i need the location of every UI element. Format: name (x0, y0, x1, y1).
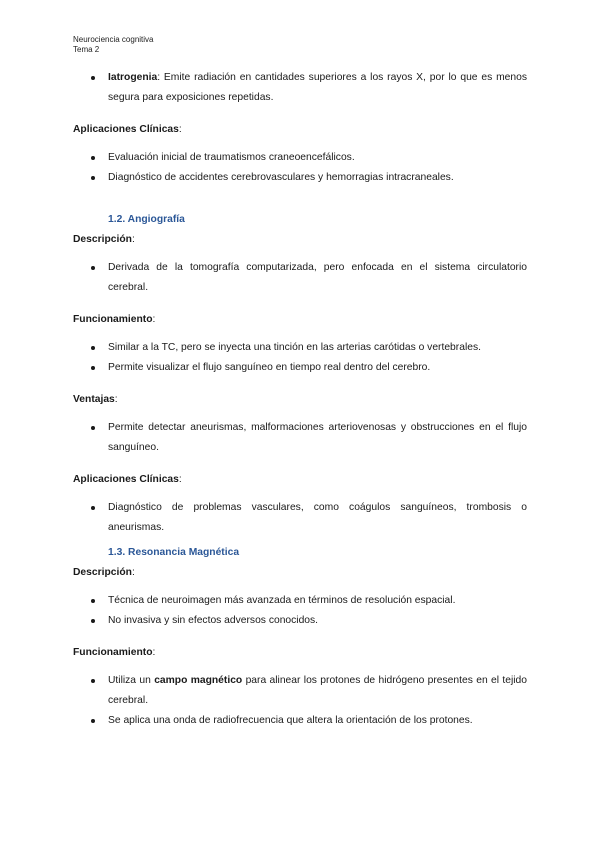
iatrogenia-list (73, 68, 527, 108)
list-item (73, 68, 527, 108)
section-label: Descripción: (73, 567, 135, 578)
functioning-list (73, 338, 527, 378)
advantages-list (73, 418, 527, 458)
list-item: Evaluación inicial de traumatismos craneoencefálicos. (73, 148, 527, 168)
header-course: Neurociencia cognitiva (73, 35, 154, 44)
section-label: Ventajas: (73, 394, 118, 405)
section-label: Aplicaciones Clínicas: (73, 474, 182, 485)
description-list (73, 591, 527, 631)
section-heading-angiografia: 1.2. Angiografía (108, 214, 185, 225)
clinical-applications-list (73, 148, 527, 188)
functioning-list (73, 671, 527, 731)
list-item: Derivada de la tomografía computarizada, pero enfocada en el sistema circulatorio cerebral. (73, 258, 527, 298)
header-topic: Tema 2 (73, 45, 100, 54)
description-list (73, 258, 527, 298)
list-item: Se aplica una onda de radiofrecuencia que altera la orientación de los protones. (73, 711, 527, 731)
clinical-applications-list (73, 498, 527, 538)
section-label: Funcionamiento: (73, 314, 156, 325)
term-description: : Emite radiación en cantidades superiores a los rayos X, por lo que es menos segura para exposiciones repetidas. (108, 72, 527, 103)
section-label: Aplicaciones Clínicas: (73, 124, 182, 135)
list-item: Permite visualizar el flujo sanguíneo en tiempo real dentro del cerebro. (73, 358, 527, 378)
document-body (73, 68, 527, 731)
list-item: Utiliza un campo magnético para alinear los protones de hidrógeno presentes en el tejido cerebral. (73, 671, 527, 711)
section-heading-resonancia: 1.3. Resonancia Magnética (108, 547, 240, 558)
page-header (73, 35, 154, 55)
section-label: Funcionamiento: (73, 647, 156, 658)
list-item: Técnica de neuroimagen más avanzada en términos de resolución espacial. (73, 591, 527, 611)
term-campo-magnetico: campo magnético (154, 675, 243, 686)
list-item: Diagnóstico de accidentes cerebrovasculares y hemorragias intracraneales. (73, 168, 527, 188)
list-item: Permite detectar aneurismas, malformaciones arteriovenosas y obstrucciones en el flujo sanguíneo. (73, 418, 527, 458)
section-label: Descripción: (73, 234, 135, 245)
list-item: Diagnóstico de problemas vasculares, como coágulos sanguíneos, trombosis o aneurismas. (73, 498, 527, 538)
term-iatrogenia: Iatrogenia (108, 72, 158, 83)
list-item: No invasiva y sin efectos adversos conocidos. (73, 611, 527, 631)
list-item: Similar a la TC, pero se inyecta una tinción en las arterias carótidas o vertebrales. (73, 338, 527, 358)
